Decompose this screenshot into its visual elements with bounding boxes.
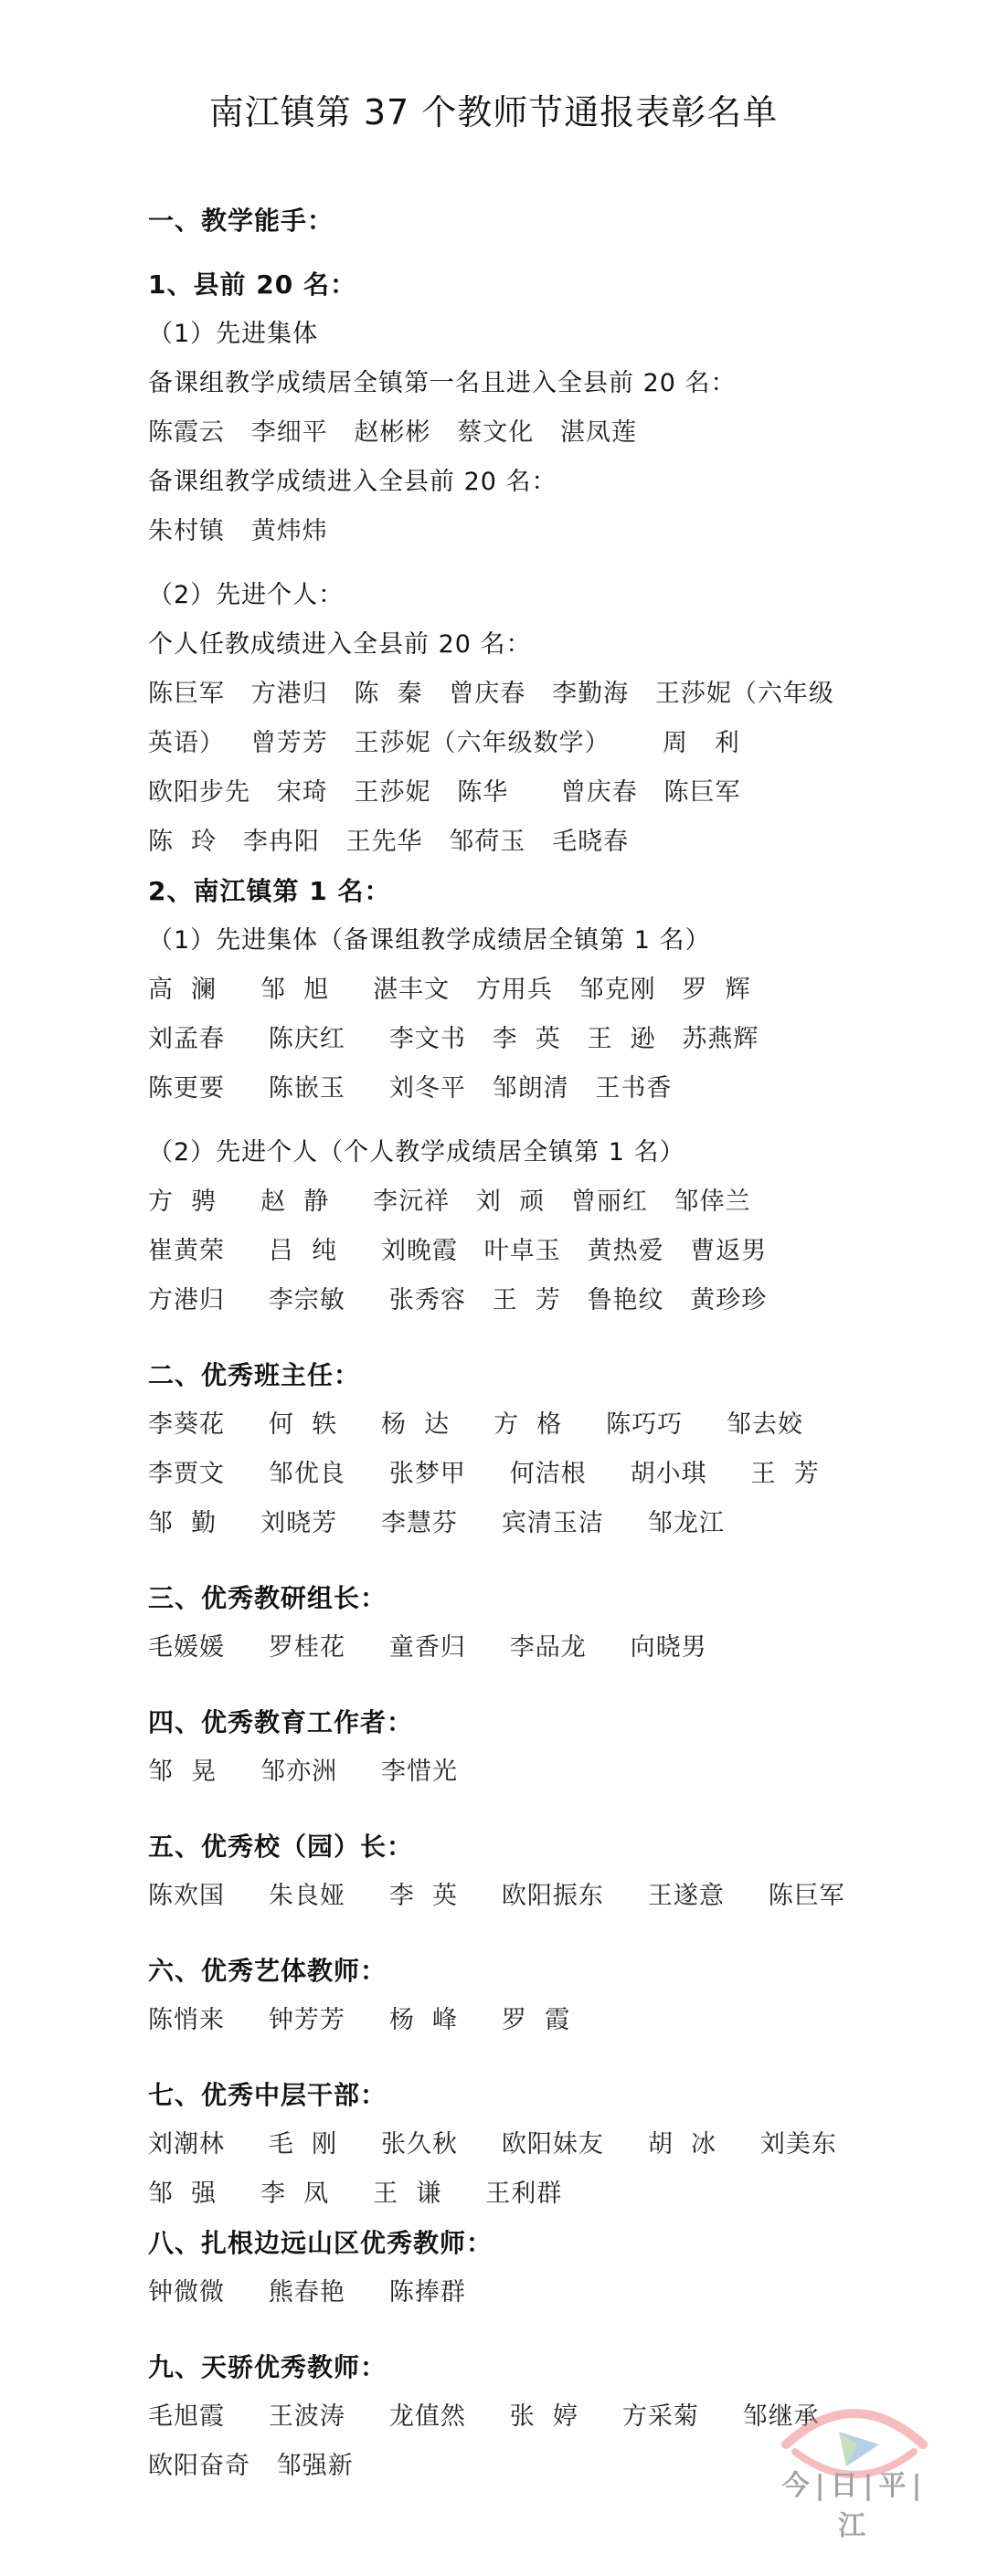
watermark-text: 今|日|平|江 bbox=[781, 2470, 928, 2542]
section-heading-teaching-experts: 一、教学能手： bbox=[148, 206, 334, 236]
names-row: 邹 勤 刘晓芳 李慧芬 宾清玉洁 邹龙江 bbox=[148, 1509, 725, 1537]
section-heading-education-workers: 四、优秀教育工作者： bbox=[148, 1707, 414, 1737]
names-row: 邹 晃 邹亦洲 李惜光 bbox=[148, 1758, 458, 1786]
section-heading-head-teachers: 二、优秀班主任： bbox=[148, 1360, 361, 1390]
names-row: 方港归 李宗敏 张秀容 王 芳 鲁艳纹 黄珍珍 bbox=[148, 1286, 768, 1314]
names-row: 崔黄荣 吕 纯 刘晚霞 叶卓玉 黄热爱 曹返男 bbox=[148, 1237, 768, 1265]
section-heading-tianjiao-teachers: 九、天骄优秀教师： bbox=[148, 2352, 387, 2382]
names-row: 刘潮林 毛 刚 张久秋 欧阳妹友 胡 冰 刘美东 bbox=[148, 2130, 837, 2159]
names-row: 欧阳步先 宋琦 王莎妮 陈华 曾庆春 陈巨军 bbox=[148, 778, 741, 807]
group-heading-collective: （1）先进集体（备课组教学成绩居全镇第 1 名） bbox=[148, 926, 711, 955]
section-heading-middle-managers: 七、优秀中层干部： bbox=[148, 2080, 387, 2110]
names-row: 陈霞云 李细平 赵彬彬 蔡文化 湛凤莲 bbox=[148, 418, 637, 447]
group-heading-collective: （1）先进集体 bbox=[148, 320, 319, 348]
names-row: 邹 强 李 凤 王 谦 王利群 bbox=[148, 2180, 563, 2208]
names-row: 刘孟春 陈庆红 李文书 李 英 王 逊 苏燕辉 bbox=[148, 1025, 759, 1053]
names-row: 毛旭霞 王波涛 龙值然 张 婷 方采菊 邹继承 bbox=[148, 2402, 820, 2431]
section-heading-principals: 五、优秀校（园）长： bbox=[148, 1832, 414, 1862]
group-heading-individual: （2）先进个人： bbox=[148, 581, 345, 609]
subsection-county-top20: 1、县前 20 名： bbox=[148, 269, 356, 300]
subsection-town-first: 2、南江镇第 1 名： bbox=[148, 876, 391, 906]
criteria-text: 备课组教学成绩居全镇第一名且进入全县前 20 名： bbox=[148, 369, 737, 397]
watermark-logo bbox=[768, 2388, 941, 2543]
names-row: 欧阳奋奇 邹强新 bbox=[148, 2452, 354, 2480]
names-row: 李葵花 何 轶 杨 达 方 格 陈巧巧 邹去姣 bbox=[148, 1410, 804, 1439]
names-row: 陈 玲 李冉阳 王先华 邹荷玉 毛晓春 bbox=[148, 828, 630, 856]
names-row: 陈更要 陈嵌玉 刘冬平 邹朗清 王书香 bbox=[148, 1074, 673, 1103]
group-heading-individual: （2）先进个人（个人教学成绩居全镇第 1 名） bbox=[148, 1138, 685, 1167]
names-row: 陈悄来 钟芳芳 杨 峰 罗 霞 bbox=[148, 2006, 571, 2034]
names-row: 李贾文 邹优良 张梦甲 何洁根 胡小琪 王 芳 bbox=[148, 1460, 820, 1488]
names-row: 陈巨军 方港归 陈 秦 曾庆春 李勤海 王莎妮（六年级 bbox=[148, 680, 834, 708]
section-heading-arts-pe-teachers: 六、优秀艺体教师： bbox=[148, 1956, 387, 1986]
names-row: 英语） 曾芳芳 王莎妮（六年级数学） 周 利 bbox=[148, 729, 740, 757]
names-row: 毛媛媛 罗桂花 童香归 李品龙 向晓男 bbox=[148, 1633, 707, 1662]
names-row: 陈欢国 朱良娅 李 英 欧阳振东 王遂意 陈巨军 bbox=[148, 1882, 845, 1910]
page-title: 南江镇第 37 个教师节通报表彰名单 bbox=[208, 92, 779, 132]
section-heading-remote-area-teachers: 八、扎根边远山区优秀教师： bbox=[148, 2228, 494, 2258]
section-heading-research-leaders: 三、优秀教研组长： bbox=[148, 1583, 387, 1613]
criteria-text: 个人任教成绩进入全县前 20 名： bbox=[148, 630, 532, 659]
names-row: 钟微微 熊春艳 陈捧群 bbox=[148, 2278, 466, 2307]
names-row: 高 澜 邹 旭 湛丰文 方用兵 邹克刚 罗 辉 bbox=[148, 976, 751, 1004]
criteria-text: 备课组教学成绩进入全县前 20 名： bbox=[148, 468, 557, 496]
names-row: 朱村镇 黄炜炜 bbox=[148, 517, 328, 545]
names-row: 方 骋 赵 静 李沅祥 刘 顽 曾丽红 邹倖兰 bbox=[148, 1188, 751, 1216]
